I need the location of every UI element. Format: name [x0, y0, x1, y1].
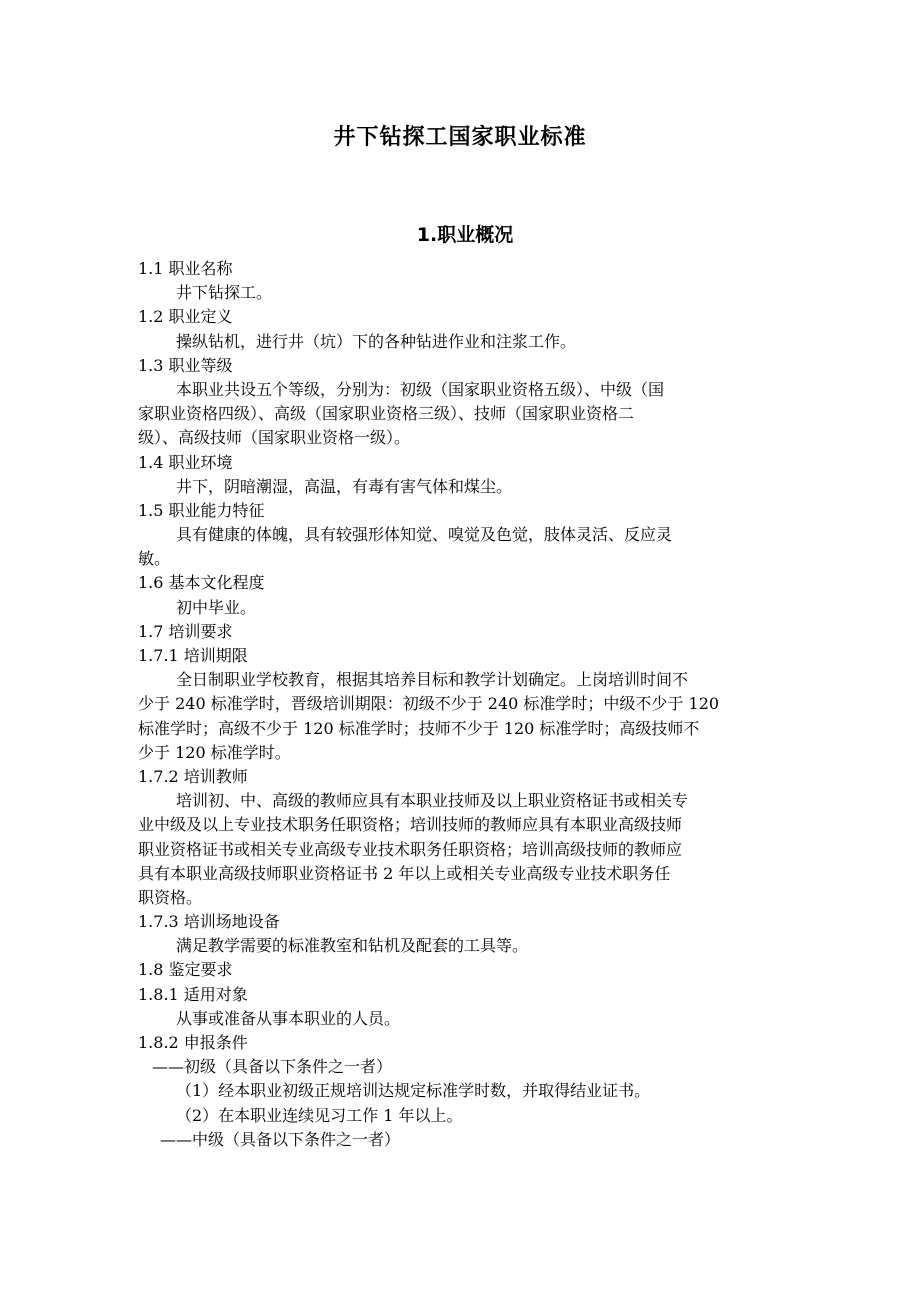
document-body [138, 257, 778, 1152]
section-heading: 1.4 职业环境 [138, 452, 233, 472]
list-item: （2）在本职业连续见习工作 1 年以上。 [176, 1105, 463, 1125]
paragraph-line: 敏。 [138, 549, 171, 569]
subsection-heading: 1.7.3 培训场地设备 [138, 912, 280, 932]
section-heading: 1.6 基本文化程度 [138, 573, 265, 593]
paragraph-line: 满足教学需要的标准教室和钻机及配套的工具等。 [176, 936, 529, 956]
subsection-heading: 1.8.2 申报条件 [138, 1033, 248, 1052]
paragraph-line: 少于 240 标准学时，晋级培训期限：初级不少于 240 标准学时；中级不少于 120 [138, 694, 720, 714]
paragraph-line: 级）、高级技师（国家职业资格一级）。 [138, 428, 411, 448]
paragraph-line: 具有本职业高级技师职业资格证书 2 年以上或相关专业高级专业技术职务任 [138, 863, 671, 883]
document-title: 井下钻探工国家职业标准 [333, 125, 587, 150]
chapter-heading: 1.职业概况 [416, 224, 514, 246]
list-item: （1）经本职业初级正规培训达规定标准学时数，并取得结业证书。 [176, 1081, 651, 1101]
paragraph-line: 具有健康的体魄，具有较强形体知觉、嗅觉及色觉，肢体灵活、反应灵 [176, 525, 673, 545]
paragraph-line: 培训初、中、高级的教师应具有本职业技师及以上职业资格证书或相关专 [176, 791, 689, 811]
paragraph-line: 井下，阴暗潮湿，高温，有毒有害气体和煤尘。 [176, 476, 513, 496]
section-heading: 1.3 职业等级 [138, 355, 233, 375]
paragraph-line: 家职业资格四级）、高级（国家职业资格三级）、技师（国家职业资格二 [138, 404, 635, 424]
paragraph-line: 从事或准备从事本职业的人员。 [176, 1008, 401, 1028]
paragraph-line: 初中毕业。 [176, 597, 257, 617]
subsection-heading: 1.8.1 适用对象 [138, 984, 248, 1004]
paragraph-line: 操纵钻机，进行井（坑）下的各种钻进作业和注浆工作。 [176, 331, 577, 351]
section-heading: 1.7 培训要求 [138, 621, 233, 641]
section-heading: 1.2 职业定义 [138, 307, 233, 327]
section-heading: 1.8 鉴定要求 [138, 960, 233, 980]
paragraph-line: 本职业共设五个等级，分别为：初级（国家职业资格五级）、中级（国 [176, 379, 665, 399]
paragraph-line: 业中级及以上专业技术职务任职资格；培训技师的教师应具有本职业高级技师 [138, 815, 683, 835]
paragraph-line: 职业资格证书或相关专业高级专业技术职务任职资格；培训高级技师的教师应 [138, 839, 683, 859]
subsection-heading: 1.7.1 培训期限 [138, 646, 248, 665]
level-heading: ——初级（具备以下条件之一者） [152, 1057, 393, 1077]
paragraph-line: 少于 120 标准学时。 [138, 742, 291, 762]
subsection-heading: 1.7.2 培训教师 [138, 766, 248, 786]
section-heading: 1.1 职业名称 [138, 259, 233, 278]
section-heading: 1.5 职业能力特征 [138, 500, 265, 520]
paragraph-line: 职资格。 [138, 887, 203, 907]
paragraph-line: 全日制职业学校教育，根据其培养目标和教学计划确定。上岗培训时间不 [176, 670, 689, 690]
paragraph-line: 标准学时；高级不少于 120 标准学时；技师不少于 120 标准学时；高级技师不 [138, 718, 700, 738]
level-heading: ——中级（具备以下条件之一者） [160, 1129, 401, 1149]
paragraph-line: 井下钻探工。 [176, 283, 273, 303]
